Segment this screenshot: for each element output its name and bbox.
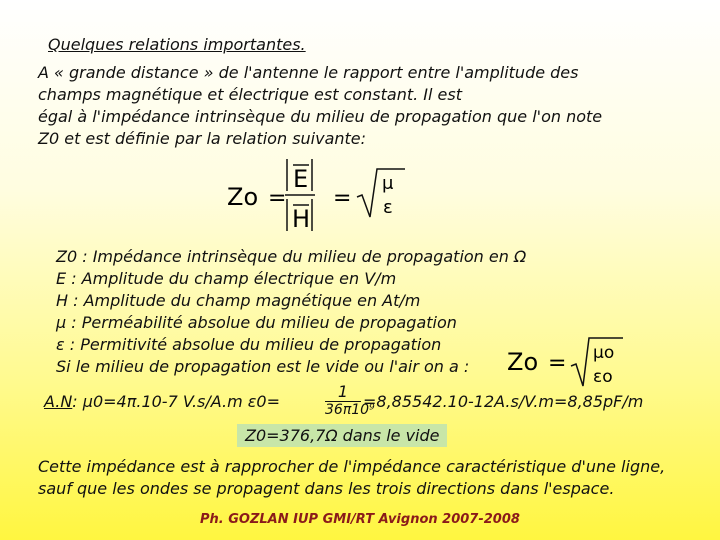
intro-line: A « grande distance » de l'antenne le rapport entre l'amplitude des xyxy=(38,63,579,82)
intro-line: Z0 et est définie par la relation suivante: xyxy=(38,129,367,148)
vacuum-eps0: εo xyxy=(593,367,613,387)
definitions-list xyxy=(56,246,526,378)
eps0-fraction xyxy=(325,382,375,418)
definition-item: μ : Perméabilité absolue du milieu de propagation xyxy=(56,313,457,332)
footer-credit: Ph. GOZLAN IUP GMI/RT Avignon 2007-2008 xyxy=(200,512,520,527)
definition-item: ε : Permitivité absolue du milieu de propagation xyxy=(56,335,442,354)
mu0-value: : μ0=4π.10-7 V.s/A.m ε0= xyxy=(72,392,280,411)
definition-item: Si le milieu de propagation est le vide ou l'air on a : xyxy=(56,357,470,376)
vacuum-formula-svg xyxy=(505,330,655,390)
intro-line: champs magnétique et électrique est constant. Il est xyxy=(38,85,463,104)
vacuum-lhs: Zo xyxy=(507,348,539,376)
vacuum-mu0: μo xyxy=(593,343,615,363)
formula-lhs: Zo xyxy=(227,183,259,211)
conclusion-paragraph xyxy=(38,456,665,500)
conclusion-line: Cette impédance est à rapprocher de l'impédance caractéristique d'une ligne, xyxy=(38,457,666,476)
eps0-fraction-num: 1 xyxy=(325,382,361,402)
conclusion-line: sauf que les ondes se propagent dans les trois directions dans l'espace. xyxy=(38,479,615,498)
formula-num-e: E xyxy=(293,165,309,193)
vacuum-equals: = xyxy=(548,351,567,376)
formula-equals: = xyxy=(268,186,287,211)
intro-paragraph xyxy=(38,62,678,150)
intro-line: égal à l'impédance intrinsèque du milieu de propagation que l'on note xyxy=(38,107,603,126)
definition-item: E : Amplitude du champ électrique en V/m xyxy=(56,269,397,288)
impedance-formula xyxy=(225,155,425,239)
sqrt-sign xyxy=(357,169,405,217)
slide-title: Quelques relations importantes. xyxy=(48,35,306,54)
impedance-formula-svg xyxy=(225,155,425,235)
definition-item: H : Amplitude du champ magnétique en At/m xyxy=(56,291,421,310)
definition-item: Z0 : Impédance intrinsèque du milieu de propagation en Ω xyxy=(56,247,527,266)
result-box: Z0=376,7Ω dans le vide xyxy=(237,424,447,447)
vacuum-formula xyxy=(505,330,655,394)
formula-equals: = xyxy=(333,186,352,211)
an-label: A.N xyxy=(44,392,73,411)
formula-den-h: H xyxy=(292,205,311,233)
eps0-value: =8,85542.10-12A.s/V.m=8,85pF/m xyxy=(363,392,644,411)
formula-mu: μ xyxy=(382,173,394,194)
numeric-application xyxy=(44,392,280,411)
formula-eps: ε xyxy=(383,197,393,218)
eps0-fraction-den: 36π10⁹ xyxy=(325,402,375,418)
